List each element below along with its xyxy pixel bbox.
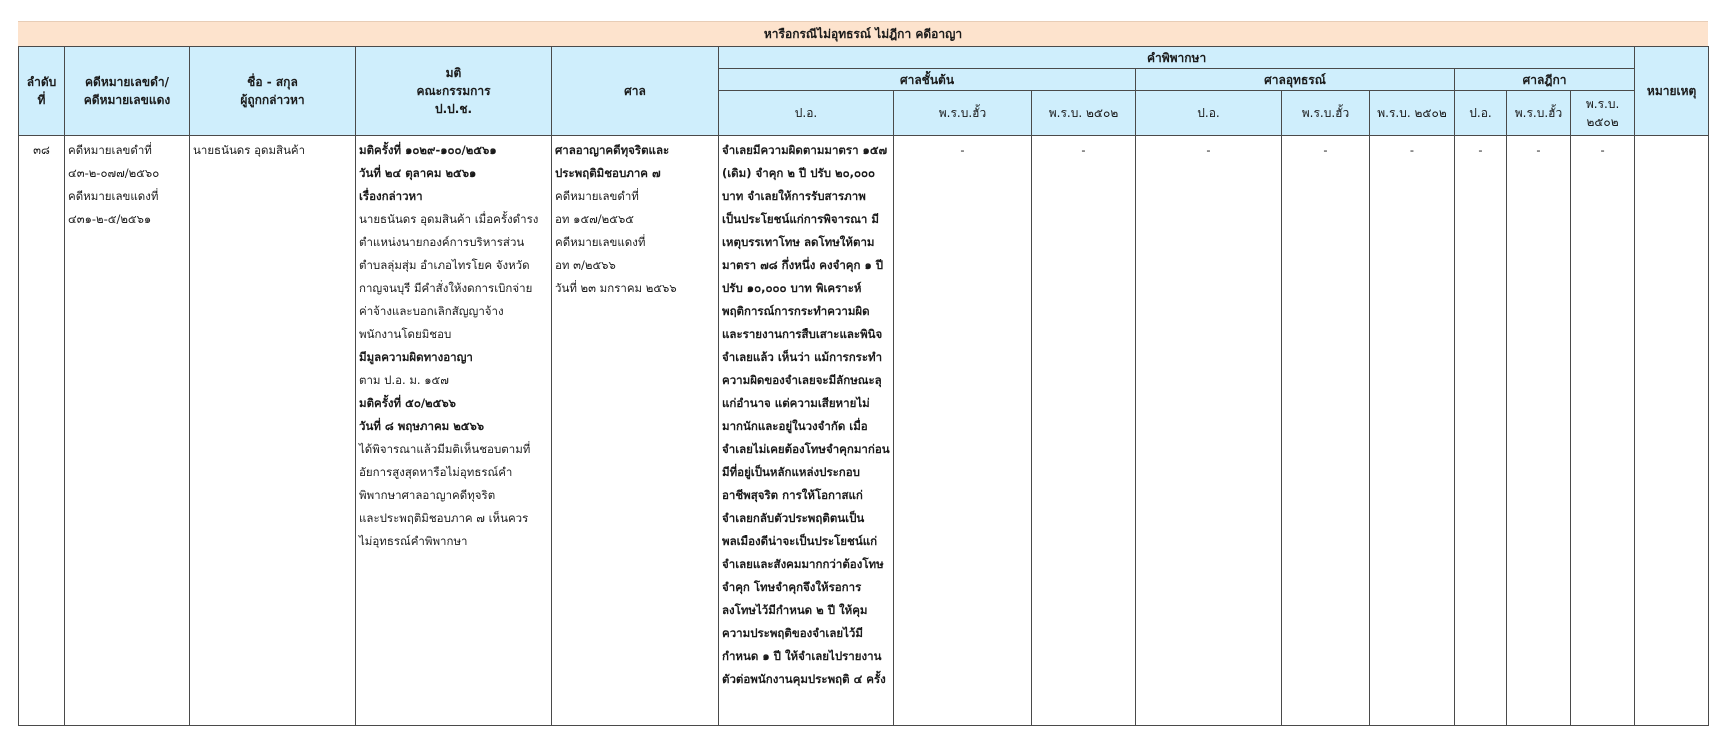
judgment-line: บาท จำเลยให้การรับสารภาพ bbox=[722, 189, 866, 203]
judgment-line: ลงโทษไว้มีกำหนด ๒ ปี ให้คุม bbox=[722, 603, 868, 617]
header-appeal-act-2502: พ.ร.บ. ๒๕๐๒ bbox=[1370, 91, 1455, 136]
header-no: ลำดับ ที่ bbox=[19, 47, 65, 136]
row-appeal-court-act-old: - bbox=[1282, 136, 1370, 726]
header-first-court: ศาลชั้นต้น bbox=[719, 69, 1136, 91]
court-line: อท ๑๕๗/๒๕๖๕ bbox=[555, 212, 634, 226]
resolution-line: ได้พิจารณาแล้วมีมติเห็นชอบตามที่ bbox=[359, 442, 531, 456]
row-court bbox=[552, 136, 719, 726]
judgment-line: จำเลยมีความผิดตามมาตรา ๑๕๗ bbox=[722, 143, 888, 157]
judgment-line: เป็นประโยชน์แก่การพิจารณา มี bbox=[722, 212, 879, 226]
row-appeal-court-act-2502: - bbox=[1370, 136, 1455, 726]
resolution-line: กาญจนบุรี มีคำสั่งให้งดการเบิกจ่าย bbox=[359, 281, 533, 295]
header-appeal-criminal: ป.อ. bbox=[1136, 91, 1282, 136]
row-accused-name: นายธนันดร อุดมสินค้า bbox=[190, 136, 356, 726]
resolution-line: มติครั้งที่ ๕๐/๒๕๖๖ bbox=[359, 396, 456, 410]
header-supreme-court: ศาลฎีกา bbox=[1455, 69, 1635, 91]
judgment-line: จำคุก โทษจำคุกจึงให้รอการ bbox=[722, 580, 862, 594]
table-title: หารือกรณีไม่อุทธรณ์ ไม่ฎีกา คดีอาญา bbox=[18, 21, 1708, 46]
judgment-line: ความผิดของจำเลยจะมีลักษณะลุ bbox=[722, 373, 882, 387]
judgment-line: มาตรา ๗๘ กึ่งหนึ่ง คงจำคุก ๑ ปี bbox=[722, 258, 884, 272]
judgment-line: (เดิม) จำคุก ๒ ปี ปรับ ๒๐,๐๐๐ bbox=[722, 166, 876, 180]
resolution-line: นายธนันดร อุดมสินค้า เมื่อครั้งดำรง bbox=[359, 212, 539, 226]
resolution-line: ค่าจ้างและบอกเลิกสัญญาจ้าง bbox=[359, 304, 504, 318]
header-remark: หมายเหตุ bbox=[1635, 47, 1709, 136]
resolution-line: เรื่องกล่าวหา bbox=[359, 189, 423, 203]
header-appeal-court: ศาลอุทธรณ์ bbox=[1136, 69, 1455, 91]
header-court: ศาล bbox=[552, 47, 719, 136]
row-supreme-court-act-2502: - bbox=[1571, 136, 1635, 726]
row-case-number: คดีหมายเลขดำที่ ๔๓-๒-๐๗๗/๒๕๖๐ คดีหมายเลขแดงที่ ๔๓๑-๒-๕/๒๕๖๑ bbox=[65, 136, 190, 726]
resolution-line: ไม่อุทธรณ์คำพิพากษา bbox=[359, 534, 468, 548]
judgment-line: มีที่อยู่เป็นหลักแหล่งประกอบ bbox=[722, 465, 860, 479]
resolution-line: วันที่ ๒๔ ตุลาคม ๒๕๖๑ bbox=[359, 166, 477, 180]
row-first-court-act-2502: - bbox=[1032, 136, 1136, 726]
court-line: ศาลอาญาคดีทุจริตและ bbox=[555, 143, 670, 157]
resolution-line: วันที่ ๘ พฤษภาคม ๒๕๖๖ bbox=[359, 419, 485, 433]
court-line: อท ๓/๒๕๖๖ bbox=[555, 258, 616, 272]
header-judgment: คำพิพากษา bbox=[719, 47, 1635, 69]
row-number: ๓๘ bbox=[19, 136, 65, 726]
judgment-line: อาชีพสุจริต การให้โอกาสแก่ bbox=[722, 488, 863, 502]
judgment-line: และรายงานการสืบเสาะและพินิจ bbox=[722, 327, 883, 341]
judgment-line: ตัวต่อพนักงานคุมประพฤติ ๔ ครั้ง bbox=[722, 672, 886, 686]
header-supreme-act-2502: พ.ร.บ. ๒๕๐๒ bbox=[1571, 91, 1635, 136]
judgment-line: จำเลยกลับตัวประพฤติตนเป็น bbox=[722, 511, 865, 525]
table-row bbox=[19, 136, 1709, 726]
court-line: คดีหมายเลขดำที่ bbox=[555, 189, 639, 203]
resolution-line: มีมูลความผิดทางอาญา bbox=[359, 350, 473, 364]
header-first-act-old: พ.ร.บ.ฮั้ว bbox=[894, 91, 1032, 136]
court-line: ประพฤติมิชอบภาค ๗ bbox=[555, 166, 661, 180]
judgment-line: กำหนด ๑ ปี ให้จำเลยไปรายงาน bbox=[722, 649, 882, 663]
judgment-line: มากนักและอยู่ในวงจำกัด เมื่อ bbox=[722, 419, 868, 433]
case-table bbox=[18, 46, 1709, 726]
header-supreme-act-old: พ.ร.บ.ฮั้ว bbox=[1507, 91, 1571, 136]
row-supreme-court-act-old: - bbox=[1507, 136, 1571, 726]
judgment-line: แก่อำนาจ แต่ความเสียหายไม่ bbox=[722, 396, 870, 410]
resolution-line: ตำบลลุ่มสุ่ม อำเภอไทรโยค จังหวัด bbox=[359, 258, 530, 272]
header-first-act-2502: พ.ร.บ. ๒๕๐๒ bbox=[1032, 91, 1136, 136]
header-case-number: คดีหมายเลขดำ/ คดีหมายเลขแดง bbox=[65, 47, 190, 136]
judgment-line: ปรับ ๑๐,๐๐๐ บาท พิเคราะห์ bbox=[722, 281, 862, 295]
row-first-court-act-old: - bbox=[894, 136, 1032, 726]
resolution-line: และประพฤติมิชอบภาค ๗ เห็นควร bbox=[359, 511, 529, 525]
row-appeal-court-criminal: - bbox=[1136, 136, 1282, 726]
judgment-line: จำเลยไม่เคยต้องโทษจำคุกมาก่อน bbox=[722, 442, 890, 456]
judgment-line: พฤติการณ์การกระทำความผิด bbox=[722, 304, 870, 318]
sheet bbox=[18, 21, 1708, 726]
header-accused-name: ชื่อ - สกุล ผู้ถูกกล่าวหา bbox=[190, 47, 356, 136]
resolution-line: มติครั้งที่ ๑๐๒๙-๑๐๐/๒๕๖๑ bbox=[359, 143, 497, 157]
judgment-line: ความประพฤติของจำเลยไว้มี bbox=[722, 626, 863, 640]
resolution-line: พนักงานโดยมิชอบ bbox=[359, 327, 452, 341]
resolution-line: อัยการสูงสุดหารือไม่อุทธรณ์คำ bbox=[359, 465, 513, 479]
court-line: คดีหมายเลขแดงที่ bbox=[555, 235, 646, 249]
header-supreme-criminal: ป.อ. bbox=[1455, 91, 1507, 136]
header-first-criminal: ป.อ. bbox=[719, 91, 894, 136]
row-supreme-court-criminal: - bbox=[1455, 136, 1507, 726]
resolution-line: พิพากษาศาลอาญาคดีทุจริต bbox=[359, 488, 496, 502]
judgment-line: จำเลยและสังคมมากกว่าต้องโทษ bbox=[722, 557, 884, 571]
judgment-line: จำเลยแล้ว เห็นว่า แม้การกระทำ bbox=[722, 350, 883, 364]
header-appeal-act-old: พ.ร.บ.ฮั้ว bbox=[1282, 91, 1370, 136]
row-resolution bbox=[356, 136, 552, 726]
judgment-line: พลเมืองดีน่าจะเป็นประโยชน์แก่ bbox=[722, 534, 878, 548]
row-remark bbox=[1635, 136, 1709, 726]
header-resolution: มติ คณะกรรมการ ป.ป.ช. bbox=[356, 47, 552, 136]
court-line: วันที่ ๒๓ มกราคม ๒๕๖๖ bbox=[555, 281, 677, 295]
row-first-court-criminal bbox=[719, 136, 894, 726]
judgment-line: เหตุบรรเทาโทษ ลดโทษให้ตาม bbox=[722, 235, 875, 249]
resolution-line: ตำแหน่งนายกองค์การบริหารส่วน bbox=[359, 235, 525, 249]
resolution-line: ตาม ป.อ. ม. ๑๕๗ bbox=[359, 373, 449, 387]
